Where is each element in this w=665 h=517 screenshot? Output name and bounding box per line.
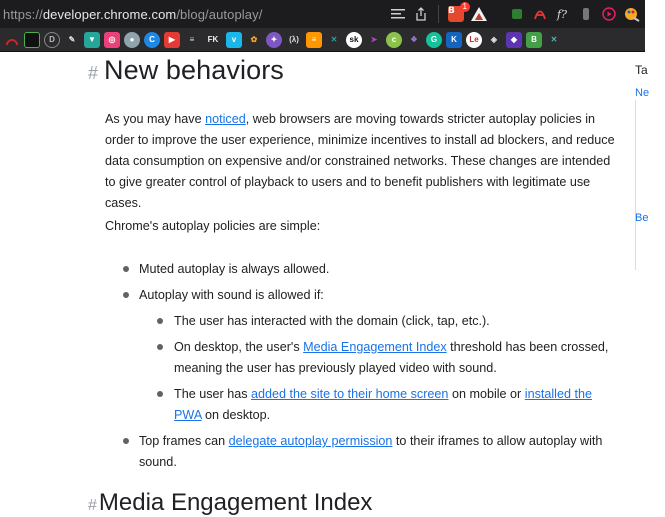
extension-green-icon[interactable]	[508, 5, 526, 23]
bookmark-bolt-icon[interactable]: ✎	[64, 32, 80, 48]
bookmarks-bar	[0, 28, 645, 52]
paint-extension-icon[interactable]	[623, 5, 641, 23]
intro-paragraph	[105, 109, 620, 214]
bookmark-x-icon[interactable]: ✕	[326, 32, 342, 48]
next-section-title: Media Engagement Index	[98, 489, 373, 516]
bookmark-violet-icon[interactable]: ◆	[506, 32, 522, 48]
url-path: /blog/autoplay/	[176, 6, 263, 22]
bookmark-red-arc-icon[interactable]	[4, 32, 20, 48]
bookmark-blue-c-icon[interactable]: C	[144, 32, 160, 48]
sub-item-interacted	[139, 311, 620, 332]
list-item-suffix: to their iframes to allow autoplay with sound.	[139, 434, 603, 469]
bookmark-bee-icon[interactable]: ✿	[246, 32, 262, 48]
sub-item-prefix: On desktop, the user's	[174, 340, 304, 354]
sub-item-home-screen	[139, 384, 620, 426]
bookmark-teal-icon[interactable]: ▼	[84, 32, 100, 48]
intro-prefix: As you may have	[105, 112, 206, 126]
policies-intro: Chrome's autoplay policies are simple:	[105, 219, 321, 233]
toc-divider	[635, 100, 636, 270]
pdf-extension-icon[interactable]	[531, 5, 549, 23]
installed-pwa-link[interactable]: installed the PWA	[174, 387, 592, 422]
bookmark-vimeo-icon[interactable]: v	[226, 32, 242, 48]
bookmark-lime-icon[interactable]: c	[386, 32, 402, 48]
sub-item-middle: on mobile or	[448, 387, 525, 401]
brave-rewards-icon[interactable]	[470, 5, 488, 23]
bookmark-blue-k-icon[interactable]: K	[446, 32, 462, 48]
bookmark-pinwheel-icon[interactable]: ✦	[266, 32, 282, 48]
shield-count-badge: 1	[460, 2, 470, 12]
table-of-contents	[635, 53, 665, 500]
bookmark-sk-icon[interactable]: sk	[346, 32, 362, 48]
heading-anchor-link[interactable]: #	[88, 63, 99, 83]
brave-shield-icon[interactable]	[447, 2, 467, 23]
bookmark-orange-icon[interactable]: ≡	[306, 32, 322, 48]
bookmark-gray-icon[interactable]: ●	[124, 32, 140, 48]
url-scheme: https://	[3, 6, 43, 22]
url-text[interactable]	[0, 7, 262, 22]
reader-mode-icon[interactable]	[389, 5, 407, 23]
list-item-muted	[105, 259, 620, 280]
bookmark-green-b-icon[interactable]: B	[526, 32, 542, 48]
sub-item-mei	[139, 337, 620, 379]
address-bar[interactable]	[0, 0, 645, 28]
section-heading	[88, 55, 623, 91]
function-extension-icon[interactable]	[554, 5, 572, 23]
page-content	[0, 53, 650, 516]
media-engagement-index-link[interactable]: Media Engagement Index	[303, 340, 447, 354]
list-item-text: Autoplay with sound is allowed if:	[139, 288, 324, 302]
play-extension-icon[interactable]	[600, 5, 618, 23]
bookmark-grammarly-icon[interactable]: G	[426, 32, 442, 48]
bookmark-fk-icon[interactable]: FK	[204, 32, 222, 48]
sub-item-text: The user has interacted with the domain (click, tap, etc.).	[174, 314, 490, 328]
delegate-permission-link[interactable]: delegate autoplay permission	[228, 434, 393, 448]
bookmark-diamond-icon[interactable]: ◈	[486, 32, 502, 48]
sub-item-suffix: on desktop.	[201, 408, 271, 422]
toolbar-divider	[438, 5, 439, 23]
policies-list	[105, 259, 620, 478]
share-icon[interactable]	[412, 5, 430, 23]
keyboard-extension-icon[interactable]	[577, 5, 595, 23]
toolbar-spacer	[493, 5, 503, 23]
next-section-heading	[88, 489, 372, 517]
toc-title: Ta	[635, 63, 648, 77]
bookmark-youtube-icon[interactable]: ▶	[164, 32, 180, 48]
bookmark-lines-icon[interactable]: ≡	[184, 32, 200, 48]
bookmark-le-icon[interactable]: Le	[466, 32, 482, 48]
sub-item-suffix: threshold has been crossed, meaning the user has previously played video with sound.	[174, 340, 609, 375]
sub-item-prefix: The user has	[174, 387, 252, 401]
home-screen-link[interactable]: added the site to their home screen	[251, 387, 449, 401]
bookmark-green-icon[interactable]	[24, 32, 40, 48]
bookmark-purple-icon[interactable]: ❖	[406, 32, 422, 48]
svg-text:f?: f?	[557, 8, 567, 21]
toc-link-new-behaviors[interactable]: Ne	[635, 87, 650, 99]
list-item-frames	[105, 431, 620, 473]
bookmark-arrow-icon[interactable]: ➤	[366, 32, 382, 48]
toc-link-best-practices[interactable]: Be	[635, 212, 649, 224]
heading-anchor-link[interactable]: #	[88, 497, 97, 514]
intro-suffix: , web browsers are moving towards stricter autoplay policies in order to improve the user experience, minimize incentives to install ad blockers, and reduce data consumption on expensive and/or constrained networks. These changes are intended to give greater control of playback to users and to benefit publishers with legitimate use cases.	[105, 112, 615, 210]
brave-shield-badge: B	[448, 6, 464, 22]
list-item-text: Muted autoplay is always allowed.	[139, 262, 330, 276]
bookmark-lambda-icon[interactable]: (λ)	[286, 32, 302, 48]
sound-conditions-list	[139, 311, 620, 426]
bookmark-x2-icon[interactable]: ✕	[546, 32, 562, 48]
list-item-prefix: Top frames can	[139, 434, 229, 448]
rewards-triangle-icon	[471, 7, 487, 21]
noticed-link[interactable]: noticed	[205, 112, 246, 126]
section-title: New behaviors	[104, 55, 284, 85]
toolbar-actions	[389, 3, 641, 25]
list-item-sound	[105, 285, 620, 426]
bookmark-d-icon[interactable]: D	[44, 32, 60, 48]
url-host: developer.chrome.com	[42, 6, 177, 22]
article	[88, 53, 623, 469]
bookmark-swirl-icon[interactable]: ◎	[104, 32, 120, 48]
